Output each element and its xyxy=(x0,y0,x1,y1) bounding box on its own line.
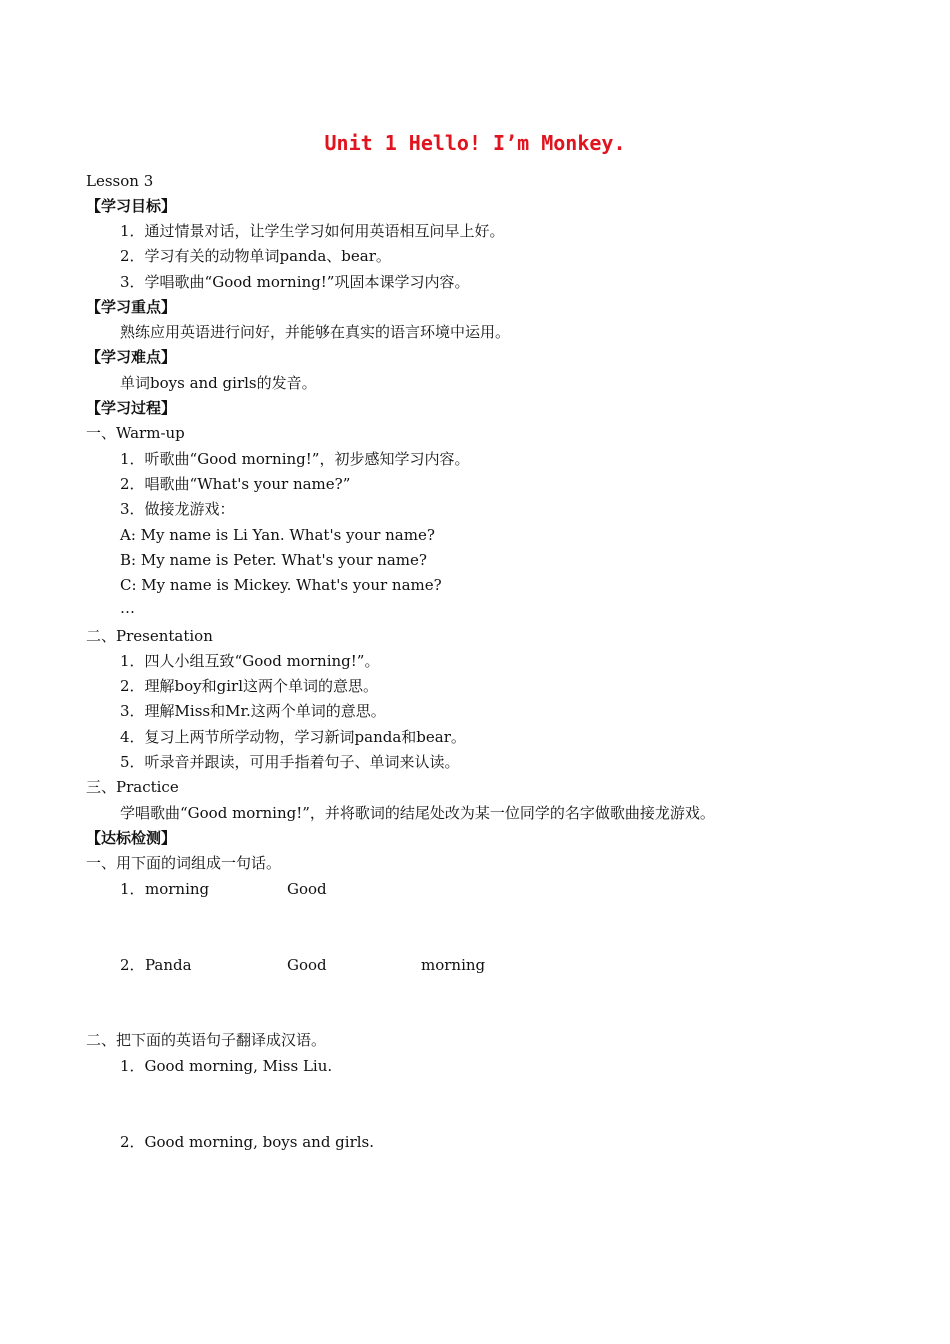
warmup-item: 3．做接龙游戏： xyxy=(120,500,235,518)
warmup-item: 2．唱歌曲“What's your name?” xyxy=(120,475,351,493)
objective-item: 2．学习有关的动物单词panda、bear。 xyxy=(120,247,391,265)
presentation-item: 5．听录音并跟读，可用手指着句子、单词来认读。 xyxy=(120,753,460,771)
presentation-item: 4．复习上两节所学动物，学习新词panda和bear。 xyxy=(120,728,466,746)
key-points-text: 熟练应用英语进行问好，并能够在真实的语言环境中运用。 xyxy=(120,323,511,341)
practice-text: 学唱歌曲“Good morning!”，并将歌词的结尾处改为某一位同学的名字做歌曲接龙游戏。 xyxy=(120,804,715,822)
document-title: Unit 1 Hello! I’m Monkey. xyxy=(324,131,626,155)
word-tile: morning xyxy=(421,956,486,974)
word-tile: Good xyxy=(287,956,327,974)
objectives-heading: 【学习目标】 xyxy=(86,197,177,215)
practice-heading: 三、Practice xyxy=(86,778,179,796)
exercise-1-heading: 一、用下面的词组成一句话。 xyxy=(86,854,282,872)
presentation-item: 1．四人小组互致“Good morning!”。 xyxy=(120,652,380,670)
dialogue-line-c: C: My name is Mickey. What's your name? xyxy=(120,576,442,594)
word-tile: Good xyxy=(287,880,327,898)
word-tile: Panda xyxy=(145,956,192,974)
difficulties-heading: 【学习难点】 xyxy=(86,348,177,366)
objective-item: 1．通过情景对话，让学生学习如何用英语相互问早上好。 xyxy=(120,222,505,240)
word-tile: morning xyxy=(145,880,210,898)
dialogue-ellipsis: … xyxy=(120,599,135,617)
translation-item: 1．Good morning, Miss Liu. xyxy=(120,1057,333,1075)
exercise-1-q2-number: 2． xyxy=(120,956,145,974)
check-heading: 【达标检测】 xyxy=(86,829,177,847)
objective-item: 3．学唱歌曲“Good morning!”巩固本课学习内容。 xyxy=(120,273,470,291)
process-heading: 【学习过程】 xyxy=(86,399,177,417)
presentation-item: 3．理解Miss和Mr.这两个单词的意思。 xyxy=(120,702,386,720)
key-points-heading: 【学习重点】 xyxy=(86,298,177,316)
translation-item: 2．Good morning, boys and girls. xyxy=(120,1133,375,1151)
exercise-1-q1-number: 1． xyxy=(120,880,145,898)
dialogue-line-b: B: My name is Peter. What's your name? xyxy=(120,551,427,569)
dialogue-line-a: A: My name is Li Yan. What's your name? xyxy=(120,526,435,544)
difficulties-text: 单词boys and girls的发音。 xyxy=(120,374,317,392)
lesson-label: Lesson 3 xyxy=(86,172,154,190)
presentation-heading: 二、Presentation xyxy=(86,627,213,645)
warmup-heading: 一、Warm-up xyxy=(86,424,185,442)
warmup-item: 1．听歌曲“Good morning!”，初步感知学习内容。 xyxy=(120,450,470,468)
presentation-item: 2．理解boy和girl这两个单词的意思。 xyxy=(120,677,379,695)
exercise-2-heading: 二、把下面的英语句子翻译成汉语。 xyxy=(86,1031,327,1049)
